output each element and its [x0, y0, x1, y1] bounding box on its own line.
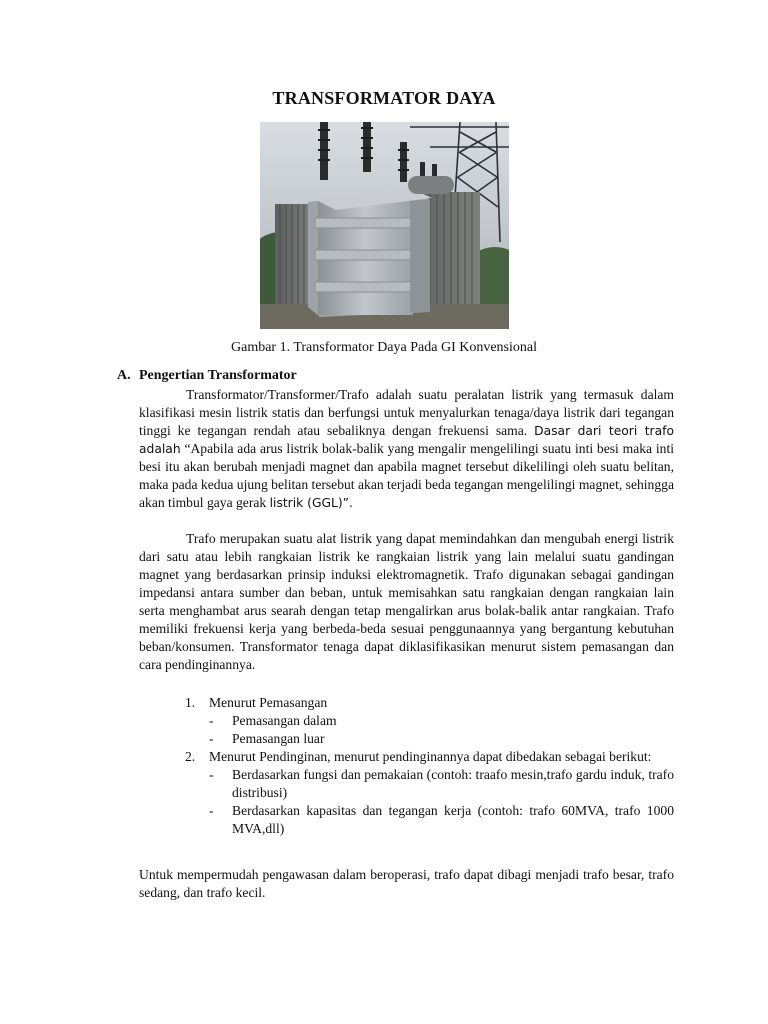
section-letter: A.	[117, 368, 131, 383]
list-number: 1.	[185, 695, 196, 710]
list-item	[139, 748, 674, 766]
section-title: Pengertian Transformator	[139, 368, 297, 383]
paragraph-definition	[139, 386, 674, 512]
paragraph-definition-main: Transformator/Transformer/Trafo adalah suatu peralatan listrik yang termasuk dalam klasifikasi mesin listrik statis dan berfungsi untuk menyalurkan tenaga/daya listrik dari tegangan tinggi ke tegangan rendah atau sebaliknya dengan frekuensi sama.	[139, 387, 674, 438]
dash-marker: -	[209, 803, 214, 818]
classification-list	[139, 694, 674, 838]
section-heading	[117, 368, 297, 384]
paragraph-definition-quote: “Apabila ada arus listrik bolak-balik yang mengalir mengelilingi suatu inti besi maka inti besi itu akan berubah menjadi magnet dan apabila magnet tersebut dikelilingi oleh suatu belitan, maka pada kedua ujung belitan tersebut akan terjadi beda tegangan mengelilingi magnet, sehingga akan timbul gaya gerak	[139, 441, 674, 510]
sublist-item	[139, 802, 674, 838]
figure-caption: Gambar 1. Transformator Daya Pada GI Konvensional	[231, 340, 537, 355]
paragraph-function	[139, 530, 674, 674]
sublist-item-text: Berdasarkan fungsi dan pemakaian (contoh: traafo mesin,trafo gardu induk, trafo distribusi)	[232, 767, 674, 800]
sublist-item-text: Pemasangan dalam	[232, 713, 337, 728]
list-item-text: Menurut Pendinginan, menurut pendinginannya dapat dibedakan sebagai berikut:	[209, 749, 652, 764]
paragraph-definition-basis: Dasar dari teori trafo adalah	[139, 424, 674, 456]
paragraph-size-classes	[139, 866, 674, 902]
sublist-item	[139, 766, 674, 802]
transformer-photo	[260, 122, 509, 329]
paragraph-function-text: Trafo merupakan suatu alat listrik yang dapat memindahkan dan mengubah energi listrik dari satu atau lebih rangkaian listrik ke rangkaian listrik yang lain melalui suatu gandingan magnet yang berdasarkan prinsip induksi elektromagnetik. Trafo digunakan sebagai gandingan impedansi antara sumber dan beban, untuk memisahkan satu rangkaian dengan rangkaian lain serta menghambat arus searah dengan tetap mengalirkan arus bolak-balik antar rangkaian. Trafo memiliki frekuensi kerja yang berbeda-beda sesuai penggunaannya yang bergantung kebutuhan beban/konsumen. Transformator tenaga dapat diklasifikasikan menurut sistem pemasangan dan cara pendinginannya.	[139, 531, 674, 672]
page-title: TRANSFORMATOR DAYA	[272, 88, 496, 108]
list-item-text: Menurut Pemasangan	[209, 695, 328, 710]
sublist-item	[139, 730, 674, 748]
dash-marker: -	[209, 767, 214, 782]
dash-marker: -	[209, 731, 214, 746]
paragraph-definition-ggl: listrik (GGL)”.	[269, 496, 353, 510]
sublist-item-text: Berdasarkan kapasitas dan tegangan kerja (contoh: trafo 60MVA, trafo 1000 MVA,dll)	[232, 803, 674, 836]
list-item	[139, 694, 674, 712]
sublist-item-text: Pemasangan luar	[232, 731, 325, 746]
dash-marker: -	[209, 713, 214, 728]
paragraph-size-classes-text: Untuk mempermudah pengawasan dalam beroperasi, trafo dapat dibagi menjadi trafo besar, trafo sedang, dan trafo kecil.	[139, 867, 674, 900]
sublist-item	[139, 712, 674, 730]
list-number: 2.	[185, 749, 196, 764]
